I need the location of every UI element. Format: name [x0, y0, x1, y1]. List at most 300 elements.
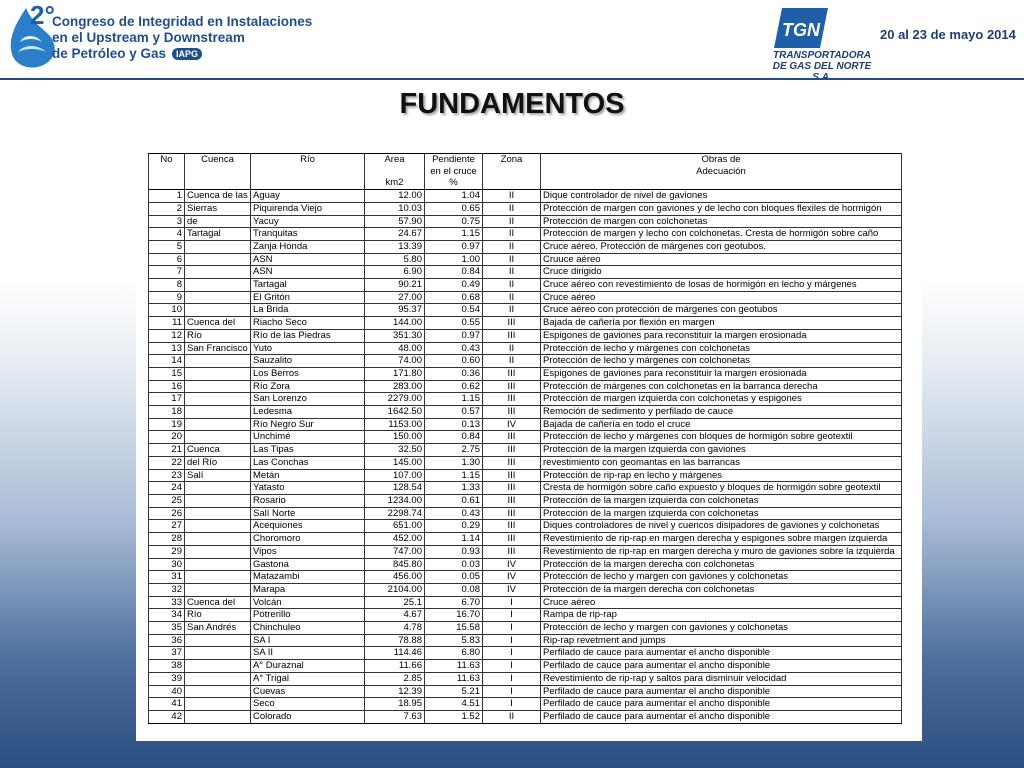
works-cell: Protección de lecho y margen con gaviones y colchonetas — [541, 571, 902, 584]
column-header-no — [149, 177, 185, 189]
works-cell: Cruce aéreo con revestimiento de losas de hormigón en lecho y márgenes — [541, 279, 902, 292]
table-row — [149, 444, 902, 457]
basin-cell — [185, 558, 251, 571]
basin-cell — [185, 355, 251, 368]
slope-cell: 5.21 — [425, 685, 483, 698]
river-cell: Zanja Honda — [251, 240, 365, 253]
river-crossings-table — [148, 153, 902, 724]
area-cell: 4.67 — [365, 609, 425, 622]
column-header-no: No — [149, 154, 185, 166]
area-cell: 4.78 — [365, 622, 425, 635]
table-body — [149, 190, 902, 724]
area-cell: 25.1 — [365, 596, 425, 609]
slope-cell: 0.97 — [425, 329, 483, 342]
works-cell: Diques controladores de nivel y cuencos disipadores de gaviones y colchonetas — [541, 520, 902, 533]
zone-cell: IV — [483, 571, 541, 584]
area-cell: 2279.00 — [365, 393, 425, 406]
slope-cell: 1.15 — [425, 393, 483, 406]
river-cell: Acequiones — [251, 520, 365, 533]
row-number: 32 — [149, 583, 185, 596]
slope-cell: 6.80 — [425, 647, 483, 660]
works-cell: Revestimiento de rip-rap en margen derecha y espigones sobre margen izquierda — [541, 533, 902, 546]
row-number: 13 — [149, 342, 185, 355]
basin-cell: San Andrés — [185, 622, 251, 635]
basin-cell — [185, 685, 251, 698]
row-number: 42 — [149, 710, 185, 723]
area-cell: 24.67 — [365, 228, 425, 241]
basin-cell — [185, 698, 251, 711]
row-number: 5 — [149, 240, 185, 253]
zone-cell: II — [483, 279, 541, 292]
basin-cell — [185, 520, 251, 533]
slope-cell: 1.15 — [425, 228, 483, 241]
slope-cell: 0.05 — [425, 571, 483, 584]
row-number: 18 — [149, 406, 185, 419]
slope-cell: 5.83 — [425, 634, 483, 647]
zone-cell: I — [483, 660, 541, 673]
column-header-area — [365, 166, 425, 178]
slope-cell: 0.93 — [425, 545, 483, 558]
works-cell: Perfilado de cauce para aumentar el ancho disponible — [541, 660, 902, 673]
table-row — [149, 304, 902, 317]
zone-cell: I — [483, 685, 541, 698]
area-cell: 1642.50 — [365, 406, 425, 419]
congress-title-line: en el Upstream y Downstream — [52, 30, 245, 45]
basin-cell — [185, 494, 251, 507]
basin-cell — [185, 406, 251, 419]
row-number: 16 — [149, 380, 185, 393]
slope-cell: 0.54 — [425, 304, 483, 317]
works-cell: Cruce aéreo — [541, 291, 902, 304]
river-cell: Vipos — [251, 545, 365, 558]
column-header-cuenca — [185, 166, 251, 178]
row-number: 27 — [149, 520, 185, 533]
row-number: 12 — [149, 329, 185, 342]
area-cell: 5.80 — [365, 253, 425, 266]
row-number: 26 — [149, 507, 185, 520]
works-cell: Protección de lecho y márgenes con colchonetas — [541, 355, 902, 368]
basin-cell — [185, 291, 251, 304]
zone-cell: IV — [483, 583, 541, 596]
row-number: 22 — [149, 456, 185, 469]
river-cell: Aguay — [251, 190, 365, 203]
column-header-zona — [483, 177, 541, 189]
works-cell: Protección de rip-rap en lecho y márgenes — [541, 469, 902, 482]
zone-cell: I — [483, 622, 541, 635]
zone-cell: III — [483, 317, 541, 330]
basin-cell — [185, 533, 251, 546]
basin-cell — [185, 672, 251, 685]
basin-cell: Cuenca del — [185, 317, 251, 330]
slide-title: FUNDAMENTOS — [399, 88, 625, 120]
slope-cell: 2.75 — [425, 444, 483, 457]
row-number: 23 — [149, 469, 185, 482]
zone-cell: II — [483, 266, 541, 279]
area-cell: 107.00 — [365, 469, 425, 482]
works-cell: Espigones de gaviones para reconstituir la margen erosionada — [541, 329, 902, 342]
basin-cell — [185, 571, 251, 584]
area-cell: 18.95 — [365, 698, 425, 711]
slide-header — [0, 0, 1024, 80]
column-header-rio — [251, 166, 365, 178]
river-cell: Cuevas — [251, 685, 365, 698]
column-header-area: km2 — [365, 177, 425, 189]
slope-cell: 0.03 — [425, 558, 483, 571]
works-cell: Rip-rap revetment and jumps — [541, 634, 902, 647]
table-panel — [136, 141, 922, 741]
area-cell: 6.90 — [365, 266, 425, 279]
table-row — [149, 520, 902, 533]
area-cell: 11.66 — [365, 660, 425, 673]
slope-cell: 0.08 — [425, 583, 483, 596]
river-cell: ASN — [251, 253, 365, 266]
river-cell: Río Zora — [251, 380, 365, 393]
column-header-obras: Obras de — [541, 154, 902, 166]
area-cell: 651.00 — [365, 520, 425, 533]
slope-cell: 6.70 — [425, 596, 483, 609]
basin-cell — [185, 253, 251, 266]
area-cell: 13.39 — [365, 240, 425, 253]
row-number: 34 — [149, 609, 185, 622]
header-divider — [0, 78, 1024, 80]
zone-cell: III — [483, 431, 541, 444]
zone-cell: II — [483, 215, 541, 228]
works-cell: Cruuce aéreo — [541, 253, 902, 266]
zone-cell: III — [483, 406, 541, 419]
table-row — [149, 367, 902, 380]
works-cell: Rampa de rip-rap — [541, 609, 902, 622]
column-header-cuenca: Cuenca — [185, 154, 251, 166]
works-cell: Revestimiento de rip-rap en margen derecha y muro de gaviones sobre la izquierda — [541, 545, 902, 558]
table-row — [149, 418, 902, 431]
basin-cell: Río — [185, 609, 251, 622]
area-cell: 747.00 — [365, 545, 425, 558]
congress-title — [52, 14, 312, 62]
river-cell: Tartagal — [251, 279, 365, 292]
works-cell: Revestimiento de rip-rap y saltos para disminuir velocidad — [541, 672, 902, 685]
works-cell: Protección de la margen izquierda con colchonetas — [541, 494, 902, 507]
zone-cell: I — [483, 634, 541, 647]
basin-cell — [185, 507, 251, 520]
table-row — [149, 228, 902, 241]
column-header-rio: Río — [251, 154, 365, 166]
zone-cell: I — [483, 596, 541, 609]
river-cell: A° Duraznal — [251, 660, 365, 673]
row-number: 28 — [149, 533, 185, 546]
table-row — [149, 507, 902, 520]
table-row — [149, 545, 902, 558]
basin-cell — [185, 393, 251, 406]
slope-cell: 0.43 — [425, 507, 483, 520]
slope-cell: 0.65 — [425, 202, 483, 215]
river-cell: SA I — [251, 634, 365, 647]
table-row — [149, 456, 902, 469]
row-number: 31 — [149, 571, 185, 584]
basin-cell — [185, 634, 251, 647]
table-row — [149, 596, 902, 609]
column-header-area: Area — [365, 154, 425, 166]
works-cell: Cruce aéreo. Protección de márgenes con geotubos. — [541, 240, 902, 253]
zone-cell: III — [483, 329, 541, 342]
river-cell: Yacuy — [251, 215, 365, 228]
river-cell: Tranquitas — [251, 228, 365, 241]
works-cell: Protección de margen con colchonetas — [541, 215, 902, 228]
row-number: 10 — [149, 304, 185, 317]
works-cell: Protección de lecho y márgenes con colchonetas — [541, 342, 902, 355]
row-number: 39 — [149, 672, 185, 685]
company-name-line: TRANSPORTADORA — [773, 50, 871, 61]
basin-cell: de — [185, 215, 251, 228]
slope-cell: 1.00 — [425, 253, 483, 266]
table-row — [149, 317, 902, 330]
area-cell: 150.00 — [365, 431, 425, 444]
table-header — [149, 154, 902, 190]
slope-cell: 1.52 — [425, 710, 483, 723]
row-number: 35 — [149, 622, 185, 635]
zone-cell: III — [483, 380, 541, 393]
zone-cell: III — [483, 367, 541, 380]
table-row — [149, 685, 902, 698]
works-cell: Protección de márgenes con colchonetas en la barranca derecha — [541, 380, 902, 393]
table-row — [149, 406, 902, 419]
row-number: 33 — [149, 596, 185, 609]
table-row — [149, 279, 902, 292]
basin-cell — [185, 660, 251, 673]
area-cell: 351.30 — [365, 329, 425, 342]
river-cell: Seco — [251, 698, 365, 711]
area-cell: 2.85 — [365, 672, 425, 685]
row-number: 21 — [149, 444, 185, 457]
area-cell: 57.90 — [365, 215, 425, 228]
area-cell: 283.00 — [365, 380, 425, 393]
river-cell: Río Negro Sur — [251, 418, 365, 431]
column-header-pendiente: Pendiente — [425, 154, 483, 166]
river-cell: La Brida — [251, 304, 365, 317]
basin-cell: Sierras — [185, 202, 251, 215]
slope-cell: 4.51 — [425, 698, 483, 711]
slope-cell: 1.15 — [425, 469, 483, 482]
zone-cell: III — [483, 494, 541, 507]
table-row — [149, 634, 902, 647]
table-row — [149, 660, 902, 673]
river-cell: Sauzalito — [251, 355, 365, 368]
works-cell: Protección de la margen izquierda con colchonetas — [541, 507, 902, 520]
congress-title-line — [52, 46, 312, 62]
column-header-zona: Zona — [483, 154, 541, 166]
river-cell: Yatasto — [251, 482, 365, 495]
river-cell: Volcán — [251, 596, 365, 609]
table-row — [149, 329, 902, 342]
slope-cell: 0.84 — [425, 266, 483, 279]
row-number: 8 — [149, 279, 185, 292]
area-cell: 27.00 — [365, 291, 425, 304]
slope-cell: 0.84 — [425, 431, 483, 444]
river-cell: Metán — [251, 469, 365, 482]
row-number: 37 — [149, 647, 185, 660]
congress-title-line: Congreso de Integridad en Instalaciones — [52, 14, 313, 29]
zone-cell: II — [483, 190, 541, 203]
works-cell: Perfilado de cauce para aumentar el ancho disponible — [541, 647, 902, 660]
slope-cell: 0.55 — [425, 317, 483, 330]
works-cell: Protección de la margen derecha con colchonetas — [541, 558, 902, 571]
works-cell: Protección de lecho y márgenes con bloques de hormigón sobre geotextil — [541, 431, 902, 444]
basin-cell — [185, 304, 251, 317]
basin-cell — [185, 380, 251, 393]
slope-cell: 0.97 — [425, 240, 483, 253]
slope-cell: 0.61 — [425, 494, 483, 507]
slope-cell: 1.33 — [425, 482, 483, 495]
row-number: 17 — [149, 393, 185, 406]
row-number: 30 — [149, 558, 185, 571]
river-cell: Unchimé — [251, 431, 365, 444]
basin-cell: Cuenca de las — [185, 190, 251, 203]
table-row — [149, 469, 902, 482]
works-cell: Espigones de gaviones para reconstituir la margen erosionada — [541, 367, 902, 380]
row-number: 38 — [149, 660, 185, 673]
table-row — [149, 622, 902, 635]
slope-cell: 1.04 — [425, 190, 483, 203]
slope-cell: 0.60 — [425, 355, 483, 368]
works-cell: Perfilado de cauce para aumentar el ancho disponible — [541, 710, 902, 723]
zone-cell: II — [483, 202, 541, 215]
area-cell: 48.00 — [365, 342, 425, 355]
slope-cell: 0.62 — [425, 380, 483, 393]
row-number: 19 — [149, 418, 185, 431]
river-cell: Salí Norte — [251, 507, 365, 520]
row-number: 4 — [149, 228, 185, 241]
basin-cell — [185, 431, 251, 444]
row-number: 9 — [149, 291, 185, 304]
row-number: 1 — [149, 190, 185, 203]
slope-cell: 0.36 — [425, 367, 483, 380]
works-cell: Remoción de sedimento y perfilado de cauce — [541, 406, 902, 419]
column-header-cuenca — [185, 177, 251, 189]
works-cell: Protección de margen con gaviones y de lecho con bloques flexiles de hormigón — [541, 202, 902, 215]
river-cell: Piquirenda Viejo — [251, 202, 365, 215]
table-row — [149, 672, 902, 685]
table-row — [149, 571, 902, 584]
river-cell: Las Tipas — [251, 444, 365, 457]
area-cell: 114.46 — [365, 647, 425, 660]
area-cell: 845.80 — [365, 558, 425, 571]
iapg-badge: IAPG — [172, 48, 202, 60]
zone-cell: III — [483, 507, 541, 520]
area-cell: 1234.00 — [365, 494, 425, 507]
river-cell: Colorado — [251, 710, 365, 723]
area-cell: 95.37 — [365, 304, 425, 317]
zone-cell: II — [483, 304, 541, 317]
row-number: 2 — [149, 202, 185, 215]
area-cell: 128.54 — [365, 482, 425, 495]
works-cell: Cruce aéreo — [541, 596, 902, 609]
row-number: 6 — [149, 253, 185, 266]
row-number: 41 — [149, 698, 185, 711]
area-cell: 32.50 — [365, 444, 425, 457]
row-number: 29 — [149, 545, 185, 558]
basin-cell: Tartagal — [185, 228, 251, 241]
table-row — [149, 710, 902, 723]
table-row — [149, 355, 902, 368]
area-cell: 452.00 — [365, 533, 425, 546]
river-cell: Ledesma — [251, 406, 365, 419]
table-row — [149, 647, 902, 660]
zone-cell: III — [483, 545, 541, 558]
column-header-pendiente: % — [425, 177, 483, 189]
company-name-line: DE GAS DEL NORTE — [772, 61, 872, 72]
row-number: 3 — [149, 215, 185, 228]
row-number: 24 — [149, 482, 185, 495]
column-header-obras — [541, 177, 902, 189]
river-cell: Río de las Piedras — [251, 329, 365, 342]
zone-cell: III — [483, 533, 541, 546]
row-number: 40 — [149, 685, 185, 698]
works-cell: Protección de margen y lecho con colchonetas. Cresta de hormigón sobre caño — [541, 228, 902, 241]
area-cell: 2298.74 — [365, 507, 425, 520]
works-cell: Protección de la margen derecha con colchonetas — [541, 583, 902, 596]
slope-cell: 15.58 — [425, 622, 483, 635]
works-cell: Dique controlador de nivel de gaviones — [541, 190, 902, 203]
works-cell: Cruce dirigido — [541, 266, 902, 279]
river-cell: San Lorenzo — [251, 393, 365, 406]
column-header-pendiente: en el cruce — [425, 166, 483, 178]
area-cell: 12.39 — [365, 685, 425, 698]
table-row — [149, 266, 902, 279]
works-cell: Protección de la margen izquierda con gaviones — [541, 444, 902, 457]
basin-cell — [185, 418, 251, 431]
row-number: 15 — [149, 367, 185, 380]
table-row — [149, 494, 902, 507]
column-header-rio — [251, 177, 365, 189]
zone-cell: I — [483, 609, 541, 622]
area-cell: 7.63 — [365, 710, 425, 723]
table-row — [149, 240, 902, 253]
table-row — [149, 380, 902, 393]
river-cell: Rosario — [251, 494, 365, 507]
table-row — [149, 533, 902, 546]
tgn-logo-icon — [770, 6, 830, 50]
zone-cell: III — [483, 520, 541, 533]
zone-cell: II — [483, 253, 541, 266]
zone-cell: III — [483, 456, 541, 469]
slope-cell: 0.43 — [425, 342, 483, 355]
zone-cell: II — [483, 355, 541, 368]
table-row — [149, 253, 902, 266]
river-cell: SA II — [251, 647, 365, 660]
works-cell: Protección de margen izquierda con colchonetas y espigones — [541, 393, 902, 406]
river-cell: ASN — [251, 266, 365, 279]
river-cell: Choromoro — [251, 533, 365, 546]
table-row — [149, 431, 902, 444]
column-header-zona — [483, 166, 541, 178]
zone-cell: IV — [483, 558, 541, 571]
works-cell: revestimiento con geomantas en las barrancas — [541, 456, 902, 469]
basin-cell — [185, 482, 251, 495]
zone-cell: III — [483, 482, 541, 495]
zone-cell: III — [483, 444, 541, 457]
river-cell: Potrerillo — [251, 609, 365, 622]
zone-cell: II — [483, 710, 541, 723]
basin-cell — [185, 240, 251, 253]
row-number: 7 — [149, 266, 185, 279]
slope-cell: 0.29 — [425, 520, 483, 533]
works-cell: Protección de lecho y margen con gaviones y colchonetas — [541, 622, 902, 635]
area-cell: 144.00 — [365, 317, 425, 330]
tgn-logo-text: TGN — [782, 20, 820, 40]
zone-cell: III — [483, 393, 541, 406]
table-row — [149, 698, 902, 711]
basin-cell: Cuenca del — [185, 596, 251, 609]
area-cell: 1153.00 — [365, 418, 425, 431]
